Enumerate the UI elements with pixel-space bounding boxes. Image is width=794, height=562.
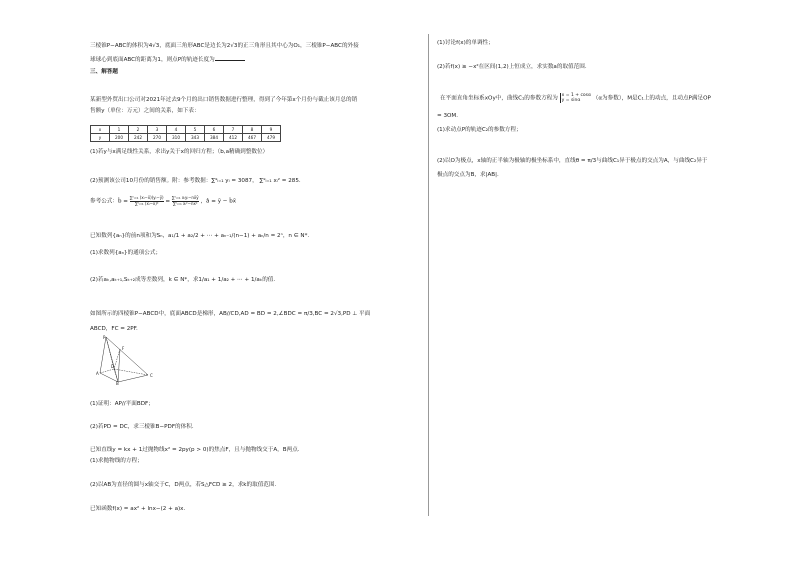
polar-part1: (1)求动点P的轨迹C₂的参数方程； [437,127,522,133]
table-cell: 467 [243,134,262,142]
figure-label-p: P [103,335,106,340]
sales-part1: (1)若y与x满足线性关系，求出y关于x的回归方程；（b,a精确到整数位） [90,149,269,155]
table-cell: 9 [262,126,281,134]
table-cell: 6 [205,126,224,134]
figure-label-d: D [111,364,115,369]
table-cell: x [91,126,110,134]
sales-table [90,125,281,142]
figure-label-c: C [150,373,153,378]
pyramid-question-line2: ABCD，FC = 2PF. [90,326,138,332]
sequence-part1: (1)求数列{aₙ}的通项公式； [90,250,162,256]
figure-label-a: A [96,371,99,376]
answer-blank [215,55,245,61]
sequence-question-line1: 已知数列{aₙ}的前n项和为Sₙ，a₁/1 + a₂/2 + ⋯ + aₙ₋₁/(n−1) + aₙ/n = 2ⁿ，n ∈ N*. [90,233,310,239]
function-part1: (1)讨论f(x)的单调性； [437,40,494,46]
table-cell: 242 [129,134,148,142]
table-cell: 8 [243,126,262,134]
table-cell: 343 [186,134,205,142]
parabola-part2: (2)以AB为直径的圆与x轴交于C，D两点，若S△FCD ≥ 2，求k的取值范围. [90,482,277,488]
table-cell: y [91,134,110,142]
table-row-y [91,134,281,142]
table-cell: 1 [110,126,129,134]
figure-label-b: B [116,381,119,385]
polar-question-line2: = 3OM. [437,113,459,119]
reference-formula: 参考公式：b̂ = $\frac{\text{∑ⁿᵢ₌₁ (xᵢ−x̄)(yᵢ−ȳ)}}{\text{∑ⁿᵢ₌₁ (xᵢ−x̄)²}}$ = $\frac{\text{∑ⁿᵢ₌₁ xᵢyᵢ−nx̄ȳ}}{\text{∑ⁿᵢ₌₁ xᵢ²−nx̄²}}$ ，â = ȳ − b̂x̄ [90,195,237,206]
parabola-part1: (1)求抛物线的方程； [90,458,143,464]
formula-fraction-1: $\frac{\text{∑ⁿᵢ₌₁ (xᵢ−x̄)(yᵢ−ȳ)}}{\text{∑ⁿᵢ₌₁ (xᵢ−x̄)²}}$ [129,195,164,206]
function-part2: (2)若f(x) ≥ −x²在区间(1,2)上恒成立，求实数a的取值范围. [437,64,587,70]
parabola-question-line1: 已知直线y = kx + 1过抛物线x² = 2py(p > 0)的焦点F，且与抛物线交于A，B两点. [90,447,300,453]
table-cell: 270 [148,134,167,142]
pyramid-part2: (2)若PD = DC，求三棱锥B−PDF的体积. [90,424,194,430]
table-cell: 479 [262,134,281,142]
table-cell: 4 [167,126,186,134]
polar-part2-line2: 极点的交点为B，求|AB|. [437,172,499,178]
column-divider [428,34,429,516]
table-cell: 310 [167,134,186,142]
prism-question-line2: 球球心到底面ABC的距离为1，则点P的轨迹长度为 [90,55,245,64]
polar-question-line1: 在平面直角坐标系xOy中，曲线C₁的参数方程为 x = 1 + cosα y = sinα （α为参数），M是C₁上的动点，且动点P满足OP [440,93,711,103]
table-cell: 2 [129,126,148,134]
sales-question-line2: 售额y（单位：万元）之间的关系，如下表： [90,108,200,114]
table-cell: 384 [205,134,224,142]
section-heading: 三、解答题 [90,69,118,75]
prism-question-line1: 三棱锥P−ABC的体积为4√3，底面三角形ABC是边长为2√3的正三角形且其中心为O₁，三棱锥P−ABC的外接 [90,43,359,49]
table-cell: 412 [224,134,243,142]
sales-question-line1: 某新型外贸出口公司对2021年过去9个月的出口销售数据进行整理，得到了今年第x个月份与截止该月总的销 [90,97,358,103]
table-cell: 200 [110,134,129,142]
sales-part2: (2)预测该公司10月份的销售额。附：参考数据：∑⁹ᵢ₌₁ yᵢ = 3087， ∑⁹ᵢ₌₁ xᵢ² = 285. [90,178,301,184]
function-question-line1: 已知函数f(x) = ax² + lnx−(2 + a)x. [90,506,186,512]
figure-label-f: F [122,346,125,351]
table-cell: 7 [224,126,243,134]
pyramid-figure [96,335,154,385]
polar-part2-line1: (2)以O为极点，x轴的正半轴为极轴的极坐标系中，直线θ = π/3与曲线C₁异于极点的交点为A，与曲线C₂异于 [437,158,708,164]
pyramid-part1: (1)证明：AP//平面BDF； [90,401,154,407]
sequence-part2: (2)若aₖ,aₖ₊₁,Sₖ₊₂成等差数列，k ∈ N*，求1/a₁ + 1/a₂ + ⋯ + 1/aₖ的值. [90,277,276,283]
table-cell: 5 [186,126,205,134]
table-cell: 3 [148,126,167,134]
table-row-x [91,126,281,134]
pyramid-question-line1: 如图所示的四棱锥P−ABCD中，底面ABCD是梯形，AB//CD,AD = BD = 2,∠BDC = π/3,BC = 2√3,PD ⊥ 平面 [90,311,371,317]
formula-fraction-2: $\frac{\text{∑ⁿᵢ₌₁ xᵢyᵢ−nx̄ȳ}}{\text{∑ⁿᵢ₌₁ xᵢ²−nx̄²}}$ [171,195,199,206]
parametric-system: x = 1 + cosα y = sinα [561,93,591,103]
